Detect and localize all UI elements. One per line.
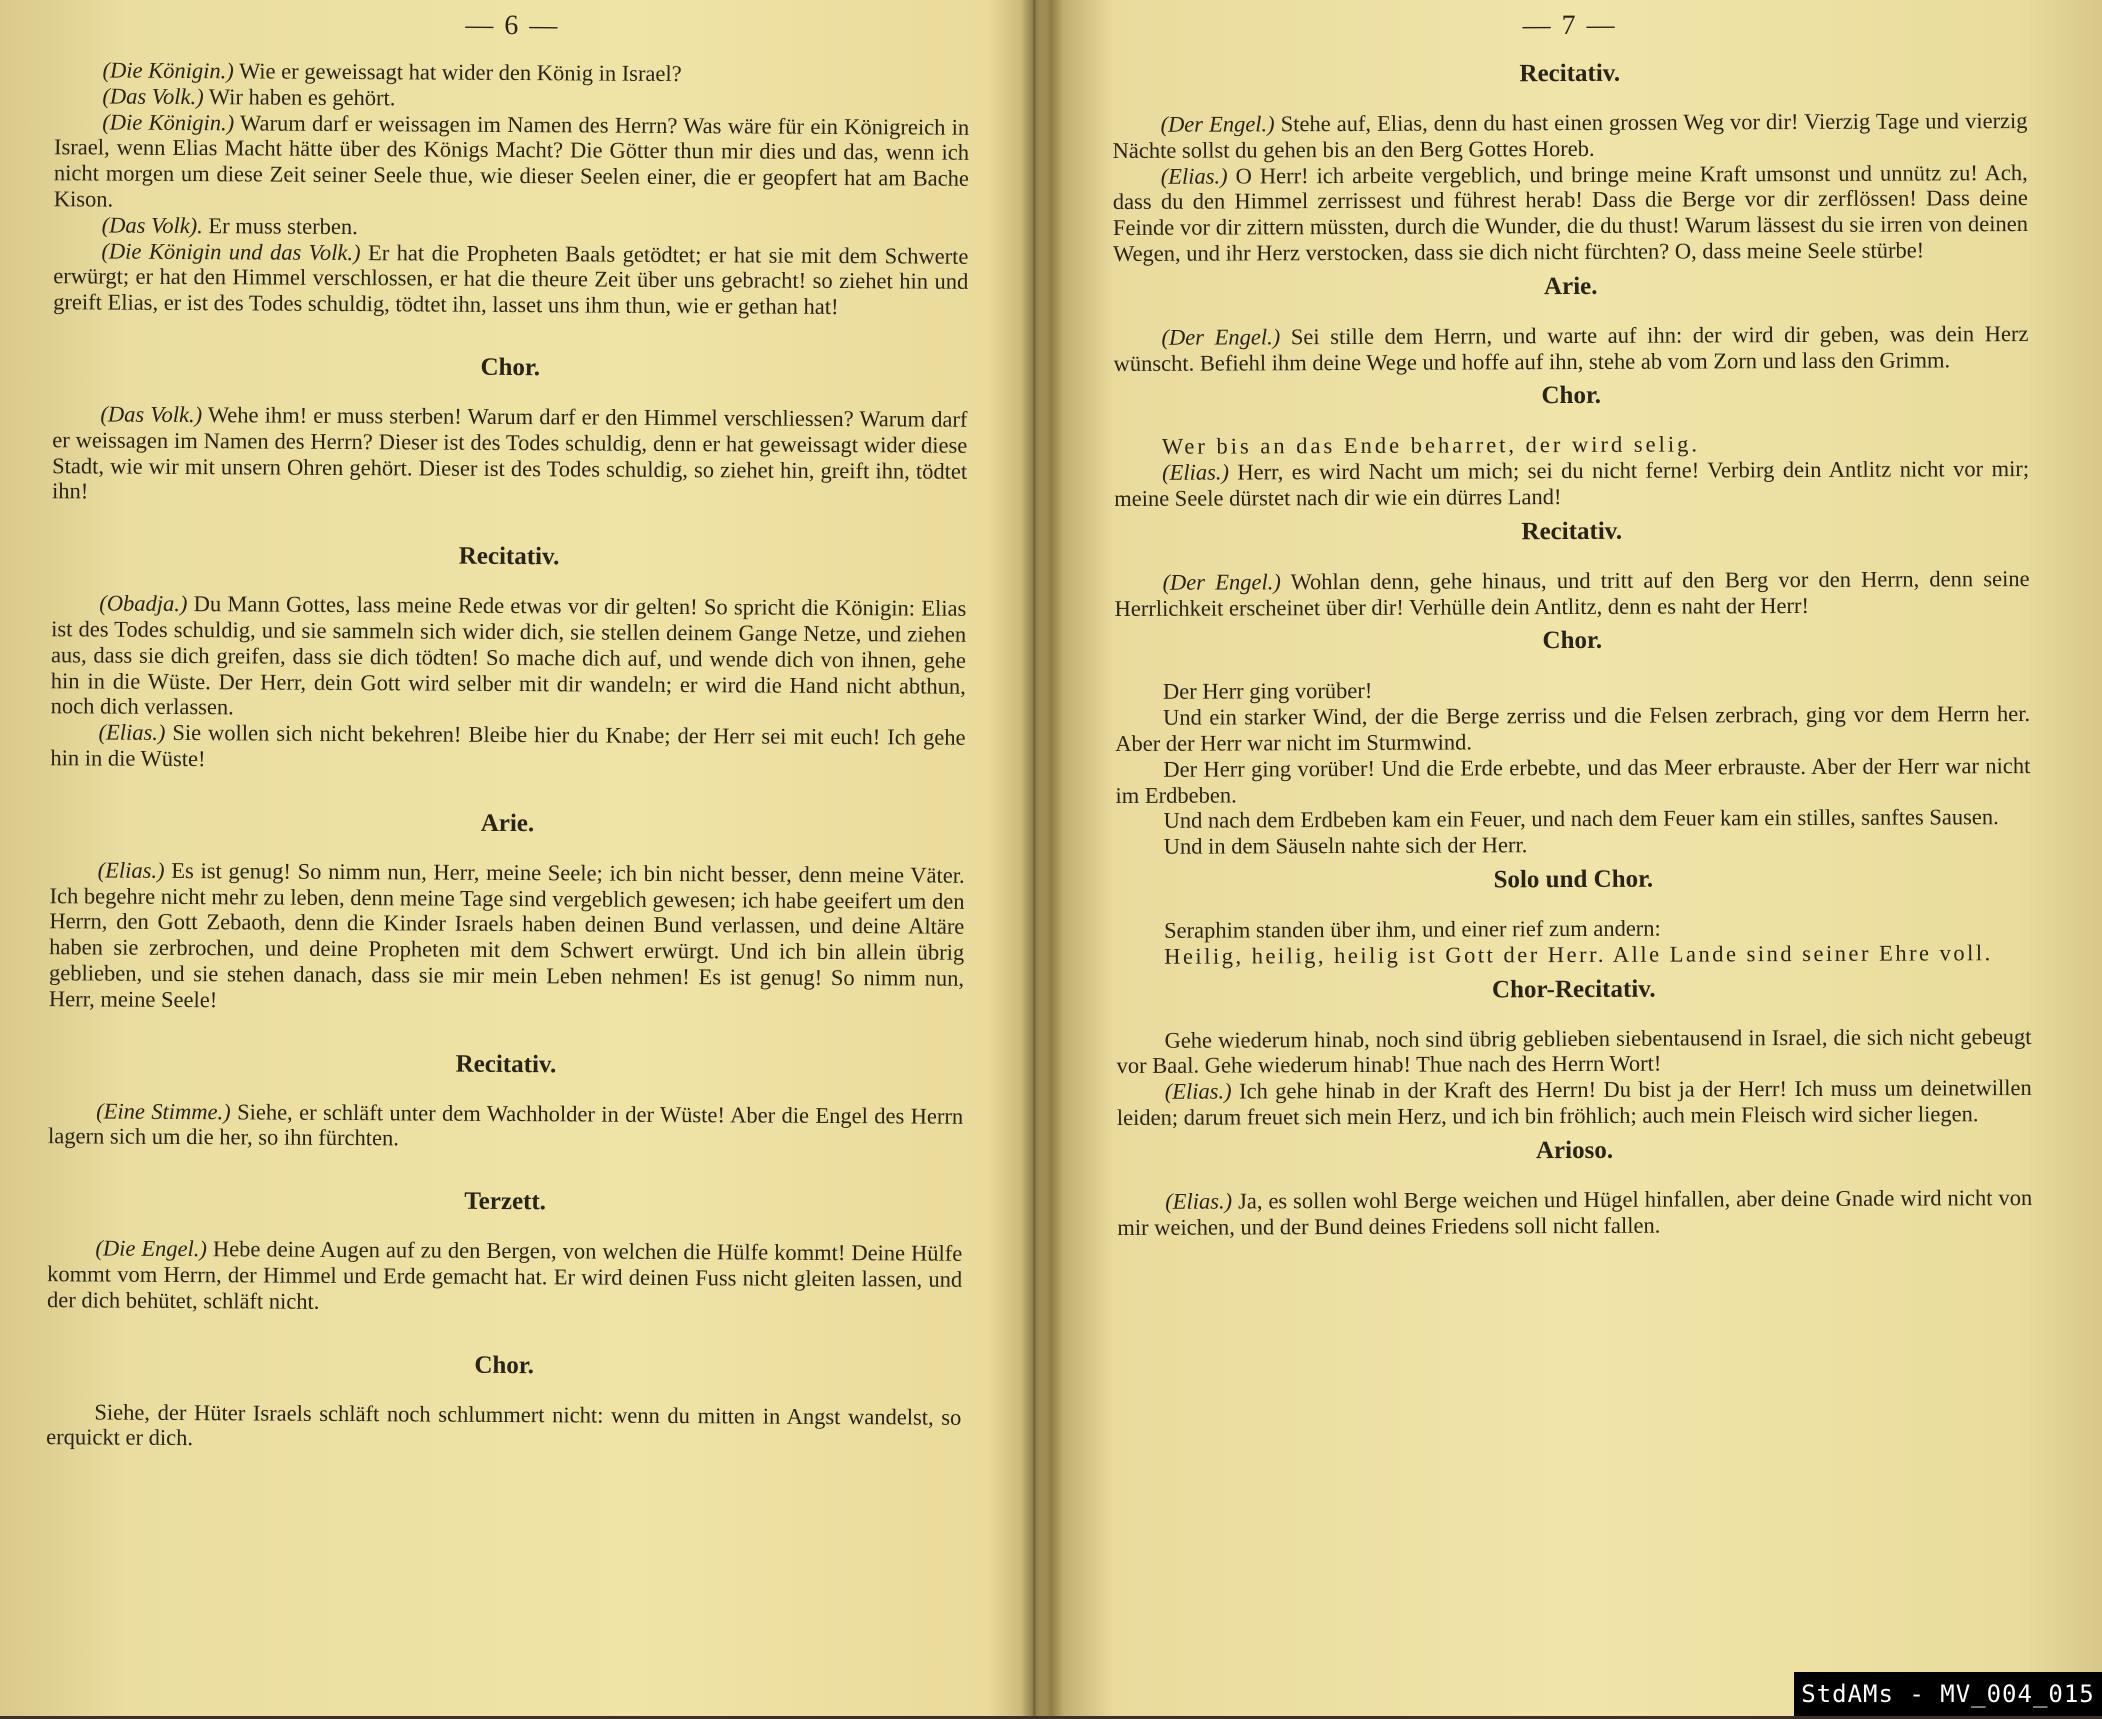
speaker-label: (Elias.) xyxy=(97,857,165,883)
speaker-label: (Der Engel.) xyxy=(1162,569,1281,595)
paragraph-text: Siehe, er schläft unter dem Wachholder in der Wüste! Aber die Engel des Herrn lagern sich um die her, so ihn fürchten. xyxy=(47,1098,964,1151)
libretto-paragraph xyxy=(1117,1075,2032,1131)
libretto-paragraph xyxy=(1114,430,2029,460)
speaker-label: (Die Engel.) xyxy=(95,1235,208,1262)
libretto-section xyxy=(1116,864,2031,970)
paragraph-text: Er muss sterben. xyxy=(202,212,358,239)
libretto-section xyxy=(52,351,968,510)
libretto-section xyxy=(50,540,966,776)
speaker-label: (Das Volk.) xyxy=(102,83,204,109)
libretto-paragraph xyxy=(1115,753,2030,809)
paragraph-text: Und in dem Säuseln nahte sich der Herr. xyxy=(1163,832,1528,859)
libretto-paragraph xyxy=(1112,108,2027,164)
speaker-label: (Die Königin.) xyxy=(102,109,235,135)
libretto-section xyxy=(1113,271,2028,377)
speaker-label: (Die Königin und das Volk.) xyxy=(101,238,361,265)
section-heading: Chor. xyxy=(1542,627,1603,655)
page-number: — 6 — xyxy=(465,9,560,42)
right-page xyxy=(1112,0,2034,1718)
libretto-paragraph xyxy=(1115,701,2030,757)
libretto-paragraph xyxy=(1116,1024,2031,1080)
libretto-paragraph xyxy=(46,1399,961,1456)
left-page xyxy=(45,0,970,1719)
libretto-section xyxy=(46,1349,962,1456)
paragraph-text: Du Mann Gottes, lass meine Rede etwas vor dir gelten! So spricht die Königin: Elias ist des Todes schuldig, und sie sammeln sich wider dich, sie stellen deinem Gange Netze, und ziehen aus, dass sie dich greifen, dass sie dich tödten! So mache dich auf, und wende dich von ihnen, gehe hin in die Wüste. Der Herr, dein Gott wird selber mit dir wandeln; er wird die Hand nicht abthun, noch dich verlassen. xyxy=(50,591,967,720)
speaker-label: (Elias.) xyxy=(1164,1078,1232,1104)
section-heading: Arioso. xyxy=(1535,1136,1614,1164)
libretto-paragraph xyxy=(49,857,965,1017)
section-heading: Solo und Chor. xyxy=(1493,865,1654,894)
speaker-label: (Obadja.) xyxy=(99,590,188,617)
paragraph-text: Ja, es sollen wohl Berge weichen und Hügel hinfallen, aber deine Gnade wird nicht von mir weichen, und der Bund deines Friedens soll nicht fallen. xyxy=(1117,1184,2033,1240)
paragraph-text: Siehe, der Hüter Israels schläft noch schlummert nicht: wenn du mitten in Angst wandelst, so erquickt er dich. xyxy=(46,1398,962,1451)
section-heading: Arie. xyxy=(480,809,535,837)
paragraph-text: Und ein starker Wind, der die Berge zerriss und die Felsen zerbrach, ging vor dem Herrn her. Aber der Herr war nicht im Sturmwind. xyxy=(1115,701,2031,756)
libretto-paragraph xyxy=(53,238,968,321)
libretto-section xyxy=(1117,1135,2032,1241)
libretto-section xyxy=(1112,58,2028,267)
paragraph-text: Er hat die Propheten Baals getödtet; er hat sie mit dem Schwerte erwürgt; er hat den Himmel verschlossen, er hat die theure Zeit über uns gebracht! so ziehet hin und greift Elias, er ist des Todes schuldig, tödtet ihn, lasset uns ihm thun, wie er gethan hat! xyxy=(53,239,969,320)
libretto-paragraph xyxy=(1113,160,2028,267)
libretto-paragraph xyxy=(1113,321,2028,377)
paragraph-text: Und nach dem Erdbeben kam ein Feuer, und nach dem Feuer kam ein stilles, sanftes Sausen. xyxy=(1163,804,1999,834)
section-heading: Recitativ. xyxy=(1521,517,1623,545)
section-heading: Chor. xyxy=(480,353,541,382)
paragraph-text: Der Herr ging vorüber! xyxy=(1162,678,1373,705)
libretto-section xyxy=(49,807,965,1017)
left-page-text xyxy=(46,57,969,1456)
libretto-section xyxy=(1115,625,2031,860)
libretto-paragraph xyxy=(48,1098,963,1155)
speaker-label: (Elias.) xyxy=(1165,1188,1233,1214)
libretto-paragraph xyxy=(1116,914,2031,944)
page-number: — 7 — xyxy=(1522,9,1617,42)
libretto-paragraph xyxy=(1116,940,2031,970)
libretto-paragraph xyxy=(1115,675,2030,705)
speaker-label: (Elias.) xyxy=(1162,459,1229,485)
libretto-paragraph xyxy=(1117,1185,2032,1241)
libretto-section xyxy=(1114,380,2030,511)
paragraph-text: Wir haben es gehört. xyxy=(203,83,396,111)
paragraph-text: Seraphim standen über ihm, und einer rief zum andern: xyxy=(1164,915,1661,943)
speaker-label: (Der Engel.) xyxy=(1161,324,1281,350)
right-page-text xyxy=(1112,58,2032,1240)
paragraph-text: Wer bis an das Ende beharret, der wird selig. xyxy=(1161,431,1701,460)
libretto-section xyxy=(1114,516,2029,622)
paragraph-text: Stehe auf, Elias, denn du hast einen grossen Weg vor dir! Vierzig Tage und vierzig Nächte sollst du gehen bis an den Berg Gottes Horeb. xyxy=(1112,108,2028,163)
libretto-paragraph xyxy=(1116,804,2031,834)
speaker-label: (Elias.) xyxy=(98,719,166,746)
paragraph-text: Sie wollen sich nicht bekehren! Bleibe hier du Knabe; der Herr sei mit euch! Ich gehe hin in die Wüste! xyxy=(50,720,966,772)
paragraph-text: Der Herr ging vorüber! Und die Erde erbebte, und das Meer erbrauste. Aber der Herr war nicht im Erdbeben. xyxy=(1115,752,2031,808)
paragraph-text: Herr, es wird Nacht um mich; sei du nicht ferne! Verbirg dein Antlitz nicht vor mir; meine Seele dürstet nach dir wie ein dürres Land! xyxy=(1114,456,2030,511)
section-heading: Terzett. xyxy=(464,1187,547,1216)
libretto-paragraph xyxy=(50,719,965,776)
libretto-paragraph xyxy=(47,1235,962,1318)
section-heading: Recitativ. xyxy=(455,1050,557,1078)
paragraph-text: Es ist genug! So nimm nun, Herr, meine Seele; ich bin nicht besser, denn meine Väter. Ich begehre nicht mehr zu leben, denn meine Tage sind vergeblich gewesen; ich habe geeifert um den Herrn, den Gott Zebaoth, denn die Kinder Israels haben deinen Bund verlassen, und deine Altäre haben sie zerbrochen, und deine Propheten mit dem Schwert erwürgt. Und ich bin allein übrig geblieben, und sie stehen danach, dass sie mir mein Leben nehmen! Es ist genug! So nimm nun, Herr, meine Seele! xyxy=(48,857,965,1012)
paragraph-text: Wehe ihm! er muss sterben! Warum darf er den Himmel verschliessen? Warum darf er weissagen im Namen des Herrn? Dieser ist des Todes schuldig, denn er hat geweissagt wider diese Stadt, wie wir mit unsern Ohren gehört. Dieser ist des Todes schuldig, so ziehet hin, greift ihn, tödtet ihn! xyxy=(51,402,968,504)
section-heading: Recitativ. xyxy=(1519,59,1621,88)
paragraph-text: O Herr! ich arbeite vergeblich, und bringe meine Kraft umsonst und unnütz zu! Ach, dass du den Himmel zerrissest und führest herab! Dass die Berge vor dir zerflössen! Dass deine Feinde vor dir zittern müssten, durch die Wunder, die du thust! Warum lässest du sie irren von deinen Wegen, und ihr Herz verstocken, dass sie dich nicht fürchten? O, dass meine Seele stürbe! xyxy=(1112,159,2029,266)
speaker-label: (Der Engel.) xyxy=(1160,111,1275,137)
speaker-label: (Das Volk.) xyxy=(100,401,203,428)
libretto-section xyxy=(53,57,970,321)
paragraph-text: Ich gehe hinab in der Kraft des Herrn! Du bist ja der Herr! Ich muss um deinetwillen leiden; darum freuet sich mein Herz, und ich bin fröhlich; auch mein Fleisch wird sicher liegen. xyxy=(1116,1075,2032,1130)
section-heading: Arie. xyxy=(1543,272,1598,300)
section-heading: Chor-Recitativ. xyxy=(1491,975,1656,1003)
speaker-label: (Elias.) xyxy=(1160,163,1228,189)
libretto-section xyxy=(48,1048,964,1155)
paragraph-text: Sei stille dem Herrn, und warte auf ihn: der wird dir geben, was dein Herz wünscht. Befiehl ihm deine Wege und hoffe auf ihn, stehe ab vom Zorn und lass den Grimm. xyxy=(1113,320,2029,376)
libretto-paragraph xyxy=(52,401,968,510)
paragraph-text: Wohlan denn, gehe hinaus, und tritt auf den Berg vor den Herrn, denn seine Herrlichkeit erscheinet über dir! Verhülle dein Antlitz, denn es naht der Herr! xyxy=(1114,565,2030,621)
libretto-paragraph xyxy=(1114,456,2029,512)
archive-stamp: StdAMs - MV_004_015 xyxy=(1794,1672,2102,1716)
libretto-section xyxy=(1116,974,2032,1131)
speaker-label: (Das Volk). xyxy=(101,212,203,238)
paragraph-text: Hebe deine Augen auf zu den Bergen, von welchen die Hülfe kommt! Deine Hülfe kommt vom Herrn, der Himmel und Erde gemacht hat. Er wird deinen Fuss nicht gleiten lassen, und der dich behütet, schläft nicht. xyxy=(46,1236,963,1314)
paragraph-text: Heilig, heilig, heilig ist Gott der Herr. Alle Lande sind seiner Ehre voll. xyxy=(1164,939,1993,969)
speaker-label: (Eine Stimme.) xyxy=(96,1097,231,1124)
libretto-paragraph xyxy=(1114,566,2029,622)
section-heading: Chor. xyxy=(474,1351,534,1379)
libretto-paragraph xyxy=(54,109,970,218)
book-gutter xyxy=(1021,0,1047,1716)
libretto-paragraph xyxy=(51,590,967,725)
paragraph-text: Wie er geweissagt hat wider den König in Israel? xyxy=(233,58,682,87)
libretto-section xyxy=(47,1185,963,1318)
paragraph-text: Gehe wiederum hinab, noch sind übrig geblieben siebentausend in Israel, die sich nicht gebeugt vor Baal. Gehe wiederum hinab! Thue nach des Herrn Wort! xyxy=(1116,1023,2032,1079)
section-heading: Chor. xyxy=(1541,382,1602,410)
section-heading: Recitativ. xyxy=(458,542,560,571)
paragraph-text: Warum darf er weissagen im Namen des Herrn? Was wäre für ein Königreich in Israel, wenn Elias Macht hätte über des Königs Macht? Die Götter thun mir dies und das, wenn ich nicht morgen um diese Zeit seiner Seele thue, wie dieser Seelen einer, die er geopfert hat am Bache Kison. xyxy=(53,109,970,212)
libretto-paragraph xyxy=(1116,830,2031,860)
speaker-label: (Die Königin.) xyxy=(102,57,234,84)
